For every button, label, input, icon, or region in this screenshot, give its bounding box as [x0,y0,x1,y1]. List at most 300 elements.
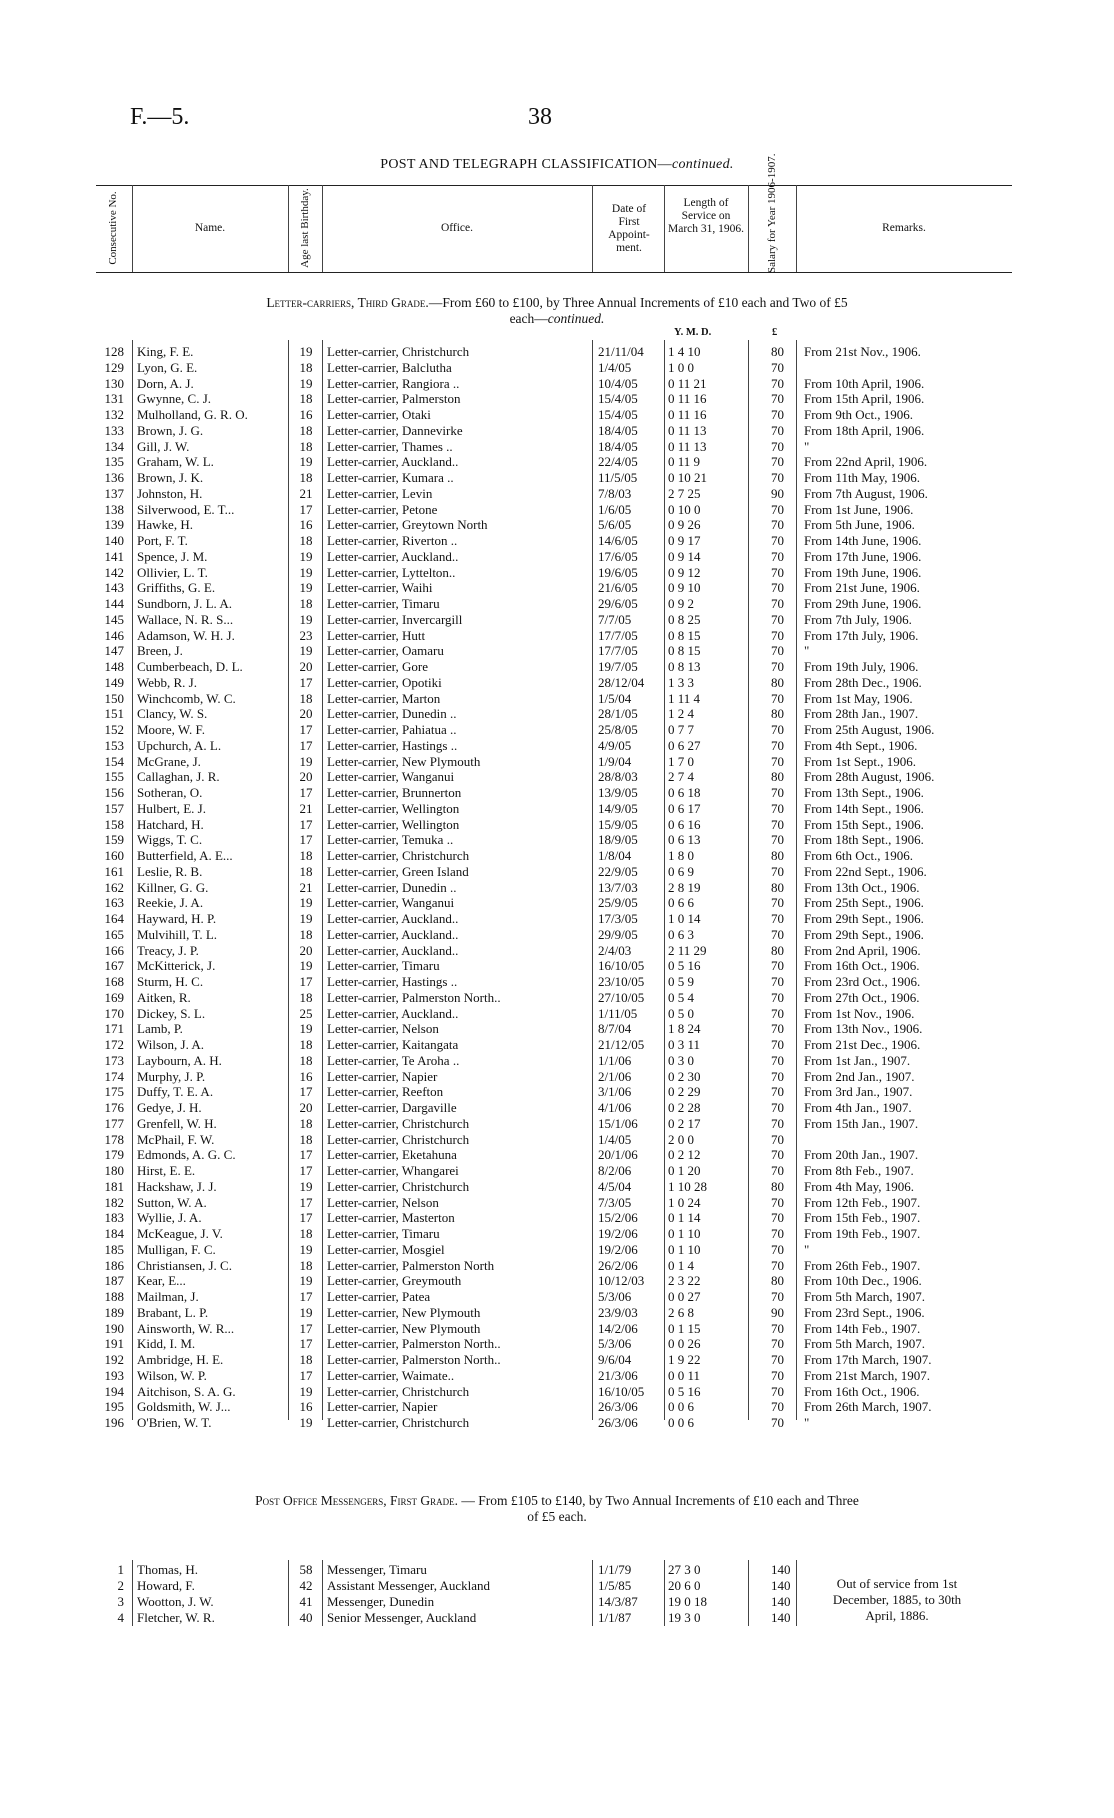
cell-sal: 70 [771,974,784,989]
cell-office: Letter-carrier, Whangarei [327,1163,459,1178]
cell-date: 28/1/05 [598,706,638,722]
cell-office: Senior Messenger, Auckland [327,1610,477,1625]
cell-no: 167 [104,958,124,974]
cell-age: 19 [299,548,313,564]
cell-sal: 70 [771,832,784,848]
cell-name: Ollivier, L. T. [137,564,208,580]
cell-office: Letter-carrier, Christchurch [327,344,470,359]
cell-name: Graham, W. L. [137,454,214,470]
cell-no: 155 [104,769,124,785]
cell-age: 19 [299,580,313,596]
table-row [0,1210,1114,1226]
cell-rem: From 21st June, 1906. [804,580,920,596]
cell-name: Adamson, W. H. J. [137,627,235,643]
cell-len: 0 2 30 [668,1068,701,1084]
cell-age: 17 [299,1147,313,1163]
cell-len: 0 6 16 [668,816,701,832]
table-row [0,817,1114,833]
cell-rem: From 25th August, 1906. [804,722,935,737]
cell-no: 3 [117,1594,124,1609]
cell-office: Letter-carrier, Kumara .. [327,470,454,485]
cell-rem: From 19th Feb., 1907. [804,1226,921,1241]
cell-name: Thomas, H. [137,1562,199,1577]
table-row [0,675,1114,691]
cell-sal: 70 [771,785,784,800]
title-main: POST AND TELEGRAPH CLASSIFICATION— [380,157,672,172]
cell-age: 20 [299,942,313,958]
cell-len: 0 1 20 [668,1163,701,1178]
cell-sal: 70 [771,863,784,879]
cell-name: Murphy, J. P. [137,1068,206,1084]
cell-date: 27/10/05 [598,989,645,1005]
cell-name: Webb, R. J. [137,674,197,690]
cell-no: 156 [104,785,124,800]
page-title [0,157,1114,173]
cell-office: Letter-carrier, Riverton .. [327,533,458,548]
cell-no: 193 [104,1367,124,1383]
cell-age: 17 [299,1084,313,1100]
section-subtitle-line2: each— [509,311,548,326]
cell-rem: From 4th Sept., 1906. [804,737,918,753]
cell-name: Kear, E... [137,1273,186,1289]
cell-sal: 70 [771,1210,784,1226]
cell-no: 143 [104,580,124,596]
cell-rem: From 4th May, 1906. [804,1178,915,1194]
cell-office: Letter-carrier, Wellington [327,816,460,832]
cell-rem: From 1st May, 1906. [804,690,913,706]
table-row [0,360,1114,376]
cell-name: Grenfell, W. H. [137,1115,217,1131]
cell-no: 144 [104,596,124,611]
cell-name: Brabant, L. P. [137,1304,209,1320]
cell-date: 17/7/05 [598,627,638,643]
cell-len: 1 8 24 [668,1021,701,1037]
cell-rem: From 2nd Jan., 1907. [804,1068,915,1084]
cell-office: Letter-carrier, Wanganui [327,895,455,911]
cell-sal: 70 [771,1226,784,1241]
header-divider [592,185,593,272]
table-row [0,864,1114,880]
cell-sal: 70 [771,517,784,533]
cell-age: 18 [299,391,313,407]
cell-office: Letter-carrier, Oamaru [327,643,444,659]
table-row [0,722,1114,738]
cell-len: 0 8 13 [668,659,701,674]
table-row [0,486,1114,502]
cell-date: 1/11/05 [598,1005,638,1021]
cell-no: 168 [104,974,124,989]
cell-date: 1/1/79 [598,1562,632,1577]
cell-len: 0 6 3 [668,926,694,942]
cell-name: Griffiths, G. E. [137,580,216,596]
cell-no: 181 [104,1178,124,1194]
table-row [0,1021,1114,1037]
cell-rem: " [804,643,810,659]
section-subtitle-line2: of £5 each. [527,1509,587,1524]
cell-len: 0 1 15 [668,1320,701,1336]
title-continued: continued. [671,157,734,172]
cell-date: 26/3/06 [598,1399,638,1415]
cell-rem: From 28th Jan., 1907. [804,706,919,722]
section-subtitle: — From £105 to £140, by Two Annual Increments of £10 each and Three [457,1493,859,1508]
header-divider [288,185,289,272]
cell-rem: From 20th Jan., 1907. [804,1147,919,1163]
cell-age: 17 [299,1210,313,1226]
page-number: 38 [528,104,552,130]
page-reference: F.—5. [130,104,190,130]
cell-date: 21/12/05 [598,1037,645,1052]
section-subtitle: —From £60 to £100, by Three Annual Increments of £10 each and Two of £5 [428,295,848,310]
cell-sal: 70 [771,1163,784,1178]
table-row [0,1069,1114,1085]
cell-name: Wiggs, T. C. [137,832,203,848]
cell-date: 13/7/03 [598,879,638,895]
cell-sal: 70 [771,1115,784,1131]
cell-age: 17 [299,1367,313,1383]
cell-no: 141 [104,548,124,564]
header-top-rule [96,185,1012,186]
cell-sal: 70 [771,501,784,517]
cell-office: Letter-carrier, Eketahuna [327,1147,457,1163]
cell-date: 19/7/05 [598,659,638,674]
cell-office: Letter-carrier, Gore [327,659,428,674]
cell-date: 14/6/05 [598,533,638,548]
cell-age: 19 [299,375,313,391]
cell-len: 0 11 13 [668,438,707,454]
cell-no: 172 [104,1037,124,1052]
cell-name: Upchurch, A. L. [137,737,222,753]
cell-age: 21 [299,485,313,501]
cell-date: 17/7/05 [598,643,638,659]
cell-name: Spence, J. M. [137,548,208,564]
cell-no: 140 [104,533,124,548]
cell-date: 15/9/05 [598,816,638,832]
table-row [0,769,1114,785]
cell-name: Sturm, H. C. [137,974,204,989]
column-header-office: Office. [440,222,474,234]
cell-no: 163 [104,895,124,911]
cell-len: 2 8 19 [668,879,701,895]
table-row [0,1116,1114,1132]
cell-date: 1/8/04 [598,848,632,863]
cell-office: Letter-carrier, Balclutha [327,359,452,375]
cell-len: 0 2 29 [668,1084,701,1100]
cell-name: Reekie, J. A. [137,895,204,911]
cell-len: 1 9 22 [668,1352,701,1367]
cell-name: Mulligan, F. C. [137,1241,216,1257]
cell-no: 4 [117,1610,124,1625]
cell-sal: 70 [771,1352,784,1367]
table-row [0,407,1114,423]
cell-date: 11/5/05 [598,470,638,485]
cell-len: 19 0 18 [668,1594,707,1609]
cell-name: Aitchison, S. A. G. [137,1383,236,1399]
cell-age: 18 [299,533,313,548]
cell-age: 18 [299,1052,313,1068]
cell-sal: 70 [771,1257,784,1273]
cell-sal: 70 [771,753,784,769]
table-row [0,754,1114,770]
cell-name: Callaghan, J. R. [137,769,220,785]
cell-date: 10/4/05 [598,375,638,391]
table-row [0,1179,1114,1195]
cell-len: 0 0 27 [668,1289,701,1304]
cell-no: 183 [104,1210,124,1226]
cell-len: 1 7 0 [668,753,694,769]
cell-sal: 70 [771,737,784,753]
cell-age: 19 [299,1304,313,1320]
cell-office: Letter-carrier, Christchurch [327,1178,470,1194]
cell-age: 18 [299,863,313,879]
cell-age: 19 [299,454,313,470]
table-row [0,1226,1114,1242]
cell-sal: 70 [771,1068,784,1084]
cell-office: Letter-carrier, Napier [327,1068,438,1084]
cell-len: 0 6 27 [668,737,701,753]
cell-age: 18 [299,690,313,706]
cell-age: 19 [299,753,313,769]
cell-no: 142 [104,564,124,580]
cell-age: 17 [299,674,313,690]
cell-name: Silverwood, E. T... [137,501,235,517]
header-divider [748,185,749,272]
cell-sal: 140 [771,1562,791,1577]
cell-no: 179 [104,1147,124,1163]
cell-no: 135 [104,454,124,470]
cell-age: 42 [299,1578,313,1593]
cell-len: 0 10 21 [668,470,707,485]
cell-age: 20 [299,769,313,785]
cell-name: Hatchard, H. [137,816,204,832]
cell-len: 0 3 11 [668,1037,701,1052]
cell-no: 159 [104,832,124,848]
cell-date: 23/10/05 [598,974,645,989]
cell-age: 17 [299,737,313,753]
cell-no: 136 [104,470,124,485]
cell-no: 191 [104,1336,124,1352]
cell-age: 18 [299,926,313,942]
cell-office: Letter-carrier, Patea [327,1289,431,1304]
cell-office: Letter-carrier, Dannevirke [327,422,463,438]
cell-no: 147 [104,643,124,659]
cell-name: Wilson, J. A. [137,1037,205,1052]
table-row [0,1289,1114,1305]
cell-date: 10/12/03 [598,1273,645,1289]
section-heading-messengers [60,1493,1054,1525]
cell-rem: From 18th April, 1906. [804,422,925,438]
cell-rem: From 26th March, 1907. [804,1399,932,1415]
cell-age: 18 [299,1037,313,1052]
cell-date: 18/4/05 [598,422,638,438]
cell-age: 17 [299,1336,313,1352]
cell-sal: 140 [771,1578,791,1593]
cell-name: Gedye, J. H. [137,1100,202,1115]
table-row [0,533,1114,549]
cell-sal: 70 [771,816,784,832]
cell-name: Goldsmith, W. J... [137,1399,231,1415]
cell-date: 3/1/06 [598,1084,632,1100]
table-row [0,801,1114,817]
cell-rem: From 10th April, 1906. [804,375,925,391]
units-ymd: Y. M. D. [674,327,712,338]
cell-rem: From 14th Feb., 1907. [804,1320,921,1336]
cell-name: Sotheran, O. [137,785,203,800]
cell-date: 4/5/04 [598,1178,632,1194]
cell-name: O'Brien, W. T. [137,1415,212,1430]
cell-date: 14/9/05 [598,800,638,816]
cell-name: Duffy, T. E. A. [137,1084,214,1100]
section-heading-letter-carriers [60,295,1054,327]
remark-line: December, 1885, to 30th [832,1592,962,1607]
cell-no: 178 [104,1131,124,1147]
cell-len: 0 6 6 [668,895,694,911]
cell-rem: From 21st March, 1907. [804,1367,931,1383]
cell-no: 189 [104,1304,124,1320]
cell-rem: From 17th June, 1906. [804,548,922,564]
cell-len: 0 2 28 [668,1100,701,1115]
cell-date: 21/11/04 [598,344,644,359]
cell-sal: 70 [771,800,784,816]
header-bottom-rule [96,272,1012,273]
cell-rem: From 25th Sept., 1906. [804,895,924,911]
cell-office: Letter-carrier, Christchurch [327,848,470,863]
cell-no: 175 [104,1084,124,1100]
cell-date: 23/9/03 [598,1304,638,1320]
cell-office: Letter-carrier, Dunedin .. [327,706,457,722]
cell-age: 18 [299,848,313,863]
cell-name: Hawke, H. [137,517,193,533]
cell-no: 160 [104,848,124,863]
cell-rem: From 16th Oct., 1906. [804,958,920,974]
cell-name: Fletcher, W. R. [137,1610,215,1625]
table-row [0,1242,1114,1258]
cell-len: 0 11 16 [668,407,707,422]
cell-office: Letter-carrier, Nelson [327,1194,439,1210]
cell-sal: 80 [771,942,784,958]
cell-date: 20/1/06 [598,1147,638,1163]
cell-name: Kidd, I. M. [137,1336,196,1352]
cell-sal: 70 [771,1194,784,1210]
cell-date: 29/9/05 [598,926,638,942]
cell-rem: From 23rd Oct., 1906. [804,974,921,989]
cell-len: 0 10 0 [668,501,701,517]
cell-age: 17 [299,785,313,800]
cell-date: 18/9/05 [598,832,638,848]
header-divider [664,185,665,272]
cell-office: Letter-carrier, Auckland.. [327,1005,459,1021]
cell-date: 2/4/03 [598,942,632,958]
cell-name: Wilson, W. P. [137,1367,207,1383]
table-row [0,785,1114,801]
cell-date: 15/2/06 [598,1210,638,1226]
cell-no: 186 [104,1257,124,1273]
table-row [0,1195,1114,1211]
cell-office: Letter-carrier, Green Island [327,863,469,879]
cell-len: 1 4 10 [668,344,701,359]
table-row [0,502,1114,518]
cell-age: 17 [299,1163,313,1178]
cell-office: Letter-carrier, Palmerston North.. [327,1336,501,1352]
cell-sal: 70 [771,359,784,375]
cell-len: 0 3 0 [668,1052,694,1068]
table-row [0,990,1114,1006]
cell-sal: 70 [771,438,784,454]
cell-rem: From 8th Feb., 1907. [804,1163,914,1178]
cell-rem: From 21st Nov., 1906. [804,344,921,359]
cell-name: Dorn, A. J. [137,375,194,391]
cell-name: Port, F. T. [137,533,188,548]
cell-len: 1 11 4 [668,690,701,706]
cell-date: 1/5/85 [598,1578,632,1593]
cell-no: 184 [104,1226,124,1241]
cell-sal: 70 [771,1084,784,1100]
cell-len: 0 2 17 [668,1115,701,1131]
cell-rem: From 13th Oct., 1906. [804,879,920,895]
cell-date: 13/9/05 [598,785,638,800]
cell-office: Letter-carrier, Kaitangata [327,1037,459,1052]
cell-no: 162 [104,879,124,895]
cell-len: 0 1 10 [668,1241,701,1257]
cell-len: 20 6 0 [668,1578,701,1593]
cell-rem: From 2nd April, 1906. [804,942,921,958]
table-row [0,848,1114,864]
cell-age: 19 [299,1415,313,1430]
cell-office: Letter-carrier, Wellington [327,800,460,816]
cell-rem: " [804,438,810,454]
cell-sal: 70 [771,548,784,564]
cell-rem: From 15th Feb., 1907. [804,1210,921,1226]
cell-age: 21 [299,800,313,816]
cell-sal: 70 [771,1320,784,1336]
cell-name: Lamb, P. [137,1021,183,1037]
cell-no: 128 [104,344,124,359]
cell-rem: From 15th April, 1906. [804,391,925,407]
cell-age: 16 [299,1399,313,1415]
cell-age: 17 [299,832,313,848]
cell-age: 17 [299,501,313,517]
cell-office: Letter-carrier, Greymouth [327,1273,462,1289]
cell-age: 17 [299,1194,313,1210]
cell-name: Ambridge, H. E. [137,1352,224,1367]
cell-sal: 70 [771,1021,784,1037]
cell-rem: From 19th June, 1906. [804,564,922,580]
cell-name: Mulvihill, T. L. [137,926,218,942]
table-row [0,927,1114,943]
cell-age: 25 [299,1005,313,1021]
cell-no: 152 [104,722,124,737]
cell-sal: 80 [771,706,784,722]
cell-no: 196 [104,1415,124,1430]
cell-office: Letter-carrier, Waihi [327,580,433,596]
cell-no: 149 [104,674,124,690]
cell-name: Dickey, S. L. [137,1005,206,1021]
cell-sal: 70 [771,596,784,611]
cell-age: 16 [299,1068,313,1084]
cell-rem: From 27th Oct., 1906. [804,989,920,1005]
cell-len: 2 7 25 [668,485,701,501]
cell-rem: " [804,1241,810,1257]
cell-sal: 80 [771,769,784,785]
cell-rem: From 3rd Jan., 1907. [804,1084,913,1100]
table-row [0,958,1114,974]
cell-sal: 70 [771,1289,784,1304]
cell-office: Letter-carrier, Rangiora .. [327,375,460,391]
cell-office: Letter-carrier, Marton [327,690,441,706]
cell-sal: 70 [771,422,784,438]
cell-office: Letter-carrier, Petone [327,501,438,517]
cell-name: Gwynne, C. J. [137,391,212,407]
table-row [0,691,1114,707]
